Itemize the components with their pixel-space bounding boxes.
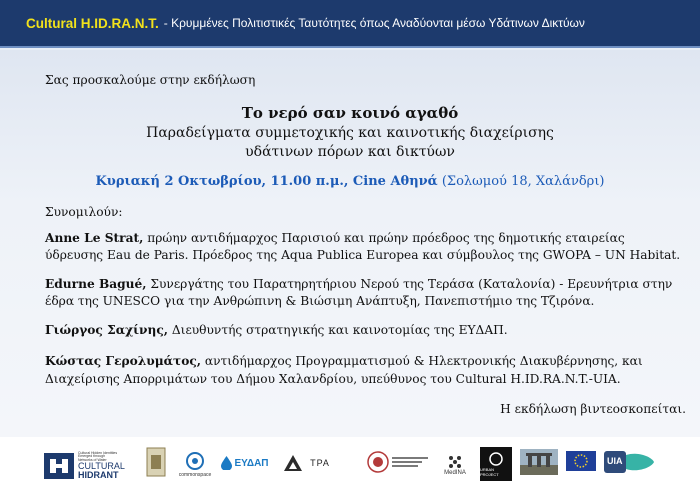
- triangle-icon: [283, 453, 303, 473]
- speaker-name: Edurne Bagué,: [45, 277, 147, 291]
- speaker-name: Anne Le Strat,: [45, 231, 144, 245]
- logo-word-cultural: CULTURAL: [78, 461, 125, 472]
- event-details: [0, 174, 700, 189]
- eydap-text: ΕΥΔΑΠ: [234, 457, 269, 469]
- tpa-logo: [306, 453, 334, 473]
- event-subtitle-line2: υδάτινων πόρων και δικτύων: [245, 144, 455, 160]
- crest-icon: [146, 447, 166, 477]
- logo-word-hidrant: HIDRANT: [78, 470, 119, 481]
- uia-logo: [604, 451, 654, 473]
- monument-icon: [520, 449, 558, 475]
- sponsor-logo-strip: [0, 437, 700, 493]
- speaker-1-line1: [45, 231, 625, 245]
- invitation-body: [0, 50, 700, 437]
- commonspace-text: commonspace: [178, 472, 212, 478]
- speaker-role: πρώην αντιδήμαρχος Παρισιού και πρώην πρόεδρος της δημοτικής εταιρείας: [147, 231, 625, 245]
- intro-text: Σας προσκαλούμε στην εκδήλωση: [45, 73, 256, 87]
- seal-icon: [367, 451, 389, 473]
- speaker-4-line2: Διαχείρισης Απορριμάτων του Δήμου Χαλανδρίου, υπεύθυνος του Cultural H.ID.RA.N.T.-UIA.: [45, 372, 621, 386]
- water-drop-icon: [221, 456, 232, 470]
- eydap-logo: [220, 454, 270, 472]
- recording-note: Η εκδήλωση βιντεοσκοπείται.: [500, 402, 686, 416]
- uia-text: UIA: [607, 456, 623, 466]
- speaker-name: Γιώργος Σαχίνης,: [45, 323, 168, 337]
- event-title: Το νερό σαν κοινό αγαθό: [241, 104, 459, 122]
- eu-flag-icon: [566, 451, 596, 471]
- speaker-1-line2: ύδρευσης Eau de Paris. Πρόεδρος της Aqua Publica Europea και σύμβουλος της GWOPA – UN Habitat.: [45, 248, 681, 262]
- event-address: (Σολωμού 18, Χαλάνδρι): [441, 174, 605, 189]
- commonspace-logo: [178, 447, 212, 483]
- text-mark-icon: [392, 456, 430, 468]
- hydrant-icon: [44, 451, 74, 481]
- medina-logo: [440, 447, 470, 483]
- speaker-3-line1: [45, 323, 508, 337]
- speaker-4-line1: [45, 354, 643, 368]
- text-mark-logo: [392, 453, 430, 471]
- header-banner: [0, 0, 700, 48]
- eu-flag-logo: [566, 451, 596, 471]
- speakers-heading: Συνομιλούν:: [45, 205, 123, 219]
- monument-photo-logo: [520, 449, 558, 475]
- speaker-role: Διευθυντής στρατηγικής και καινοτομίας της ΕΥΔΑΠ.: [171, 323, 508, 337]
- speaker-2-line1: [45, 277, 672, 291]
- speaker-role: Συνεργάτης του Παρατηρητήριου Νερού της Τεράσα (Καταλονία) - Ερευνήτρια στην: [150, 277, 673, 291]
- urban-project-logo: [480, 447, 512, 481]
- speaker-role: αντιδήμαρχος Προγραμματισμού & Ηλεκτρονικής Διακυβέρνησης, και: [204, 354, 643, 368]
- event-datetime-venue: Κυριακή 2 Οκτωβρίου, 11.00 π.μ., Cine Αθηνά: [95, 174, 438, 189]
- municipality-seal-logo: [367, 451, 389, 473]
- urban-icon: [487, 451, 505, 467]
- project-subtitle: - Κρυμμένες Πολιτιστικές Ταυτότητες όπως Αναδύονται μέσω Υδάτινων Δικτύων: [163, 16, 585, 30]
- speaker-2-line2: έδρα της UNESCO για την Ανθρώπινη & Βιώσιμη Ανάπτυξη, Πανεπιστήμιο της Τζιρόνα.: [45, 294, 595, 308]
- medina-text: MedINA: [444, 470, 466, 476]
- urban-text: URBAN PROJECT: [480, 467, 499, 477]
- project-brand: Cultural H.ID.RA.N.T.: [26, 15, 159, 31]
- logo-small-text: Cultural Hidden Identities Emerged through Networks of Water: [78, 450, 118, 462]
- tpa-text: TPA: [310, 458, 330, 468]
- speaker-name: Κώστας Γερολυμάτος,: [45, 354, 202, 368]
- cultural-hidrant-logo: [44, 449, 136, 483]
- event-subtitle-line1: Παραδείγματα συμμετοχικής και καινοτικής διαχείρισης: [146, 125, 554, 141]
- triangle-logo: [283, 453, 303, 473]
- commonspace-icon: [186, 452, 204, 472]
- crest-logo: [146, 447, 166, 477]
- medina-icon: [447, 454, 463, 470]
